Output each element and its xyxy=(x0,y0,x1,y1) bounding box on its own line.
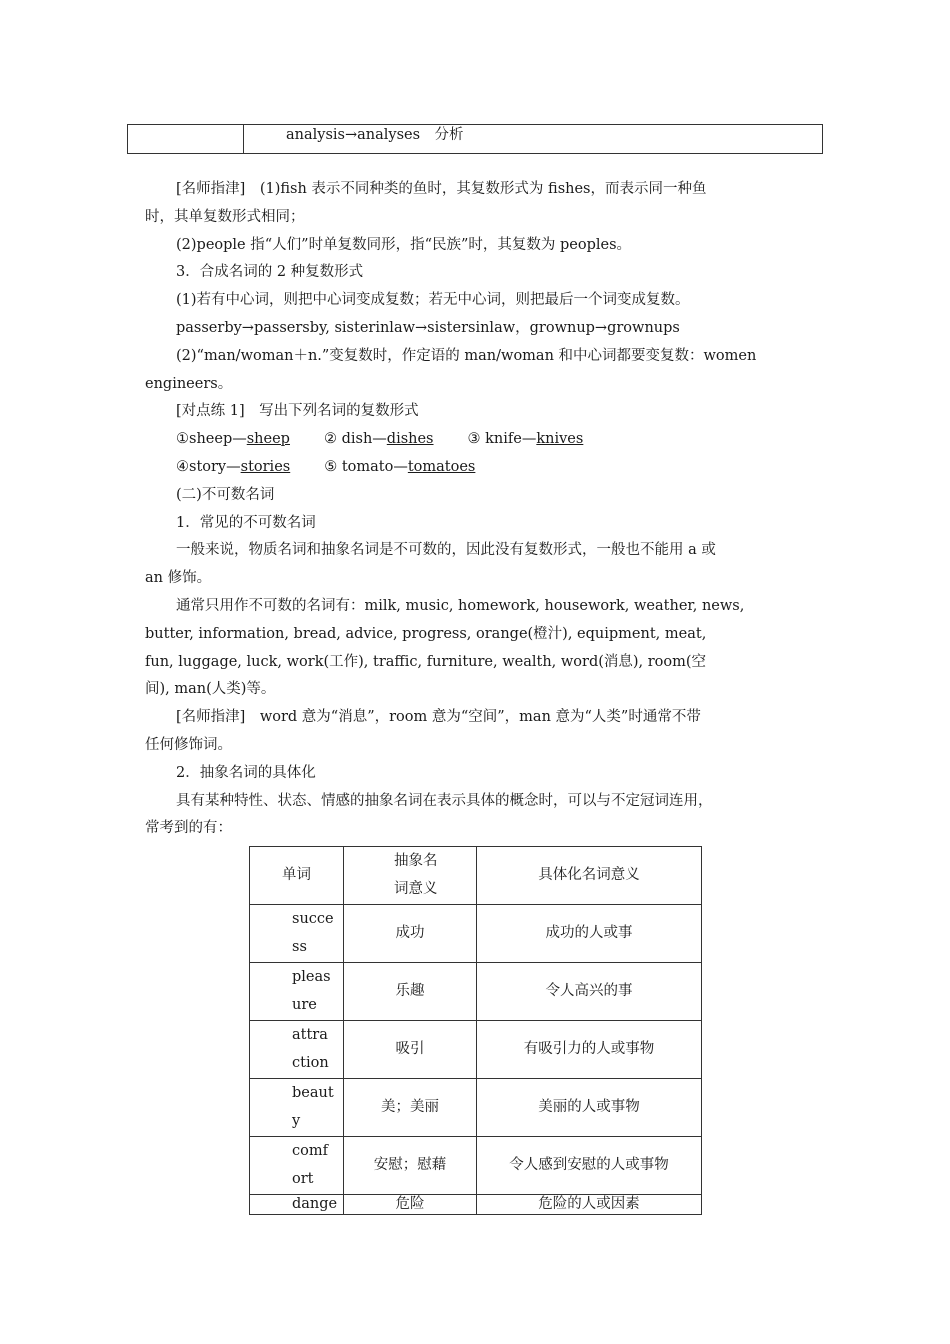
continued-table-row xyxy=(127,124,823,154)
table-row xyxy=(250,1137,702,1195)
concrete-meaning-cell: 令人感到安慰的人或事物 xyxy=(477,1137,702,1195)
table-cell-example: analysis→analyses 分析 xyxy=(286,127,464,143)
exercise-question: ①sheep— xyxy=(176,431,247,448)
text-line: [名师指津] word 意为“消息”，room 意为“空间”，man 意为“人类”时通常不带 xyxy=(176,709,701,726)
table-cell-empty xyxy=(128,125,244,153)
text-line: (2)people 指“人们”时单复数同形，指“民族”时，其复数为 peoples。 xyxy=(176,236,632,253)
text-line: an 修饰。 xyxy=(145,570,212,587)
text-line: 常考到的有： xyxy=(145,820,232,837)
exercise-answer: stories xyxy=(240,458,291,475)
exercise-answer: dishes xyxy=(386,431,434,448)
word-cell: success xyxy=(250,905,344,963)
text-line: (1)若有中心词，则把中心词变成复数；若无中心词，则把最后一个词变成复数。 xyxy=(176,292,690,309)
abstract-meaning-cell: 危险 xyxy=(344,1195,477,1215)
text-line: passerby→passersby, sisterinlaw→sistersinlaw，grownup→grownups xyxy=(176,319,680,336)
concrete-meaning-cell: 令人高兴的事 xyxy=(477,963,702,1021)
table-header-cell: 抽象名词意义 xyxy=(344,847,477,905)
exercise-question: ② dish— xyxy=(323,431,387,448)
exercise-answer: sheep xyxy=(246,431,290,448)
document-body xyxy=(145,176,807,843)
exercise-question: ④story— xyxy=(176,458,241,475)
table-header-cell: 具体化名词意义 xyxy=(477,847,702,905)
word-cell: pleasure xyxy=(250,963,344,1021)
text-line: 1．常见的不可数名词 xyxy=(176,514,316,531)
concrete-meaning-cell: 危险的人或因素 xyxy=(477,1195,702,1215)
text-line: 3．合成名词的 2 种复数形式 xyxy=(176,264,364,281)
abstract-meaning-cell: 乐趣 xyxy=(344,963,477,1021)
exercise-question: ⑤ tomato— xyxy=(324,458,408,475)
exercise-row-1 xyxy=(145,426,807,454)
table-row xyxy=(250,905,702,963)
text-line: (二)不可数名词 xyxy=(176,486,275,503)
text-line: 通常只用作不可数的名词有：milk, music, homework, housework, weather, news, xyxy=(176,597,745,614)
word-cell: attraction xyxy=(250,1021,344,1079)
text-line: [名师指津] (1)fish 表示不同种类的鱼时，其复数形式为 fishes，而表示同一种鱼 xyxy=(176,181,707,197)
abstract-meaning-cell: 成功 xyxy=(344,905,477,963)
table-row xyxy=(250,963,702,1021)
table-header-cell: 单词 xyxy=(250,847,344,905)
exercise-answer: tomatoes xyxy=(407,458,476,475)
table-row xyxy=(250,1021,702,1079)
text-line: 具有某种特性、状态、情感的抽象名词在表示具体的概念时，可以与不定冠词连用， xyxy=(176,792,713,809)
text-line: 间), man(人类)等。 xyxy=(145,681,276,698)
exercise-answer: knives xyxy=(536,431,584,448)
text-line: fun, luggage, luck, work(工作), traffic, furniture, wealth, word(消息), room(空 xyxy=(145,653,707,670)
text-line: (2)“man/woman＋n.”变复数时，作定语的 man/woman 和中心词都要变复数：women xyxy=(176,347,757,364)
word-cell: dange xyxy=(250,1195,344,1215)
exercise-row-2 xyxy=(145,454,807,482)
concrete-meaning-cell: 美丽的人或事物 xyxy=(477,1079,702,1137)
concrete-meaning-cell: 成功的人或事 xyxy=(477,905,702,963)
exercise-question: ③ knife— xyxy=(467,431,537,448)
word-cell: comfort xyxy=(250,1137,344,1195)
abstract-meaning-cell: 安慰；慰藉 xyxy=(344,1137,477,1195)
text-line: 一般来说，物质名词和抽象名词是不可数的，因此没有复数形式，一般也不能用 a 或 xyxy=(176,542,716,559)
concrete-meaning-cell: 有吸引力的人或事物 xyxy=(477,1021,702,1079)
text-line: [对点练 1] 写出下列名词的复数形式 xyxy=(176,403,419,420)
table-row xyxy=(250,1079,702,1137)
table-row xyxy=(250,1195,702,1215)
abstract-meaning-cell: 美；美丽 xyxy=(344,1079,477,1137)
text-line: butter, information, bread, advice, progress, orange(橙汁), equipment, meat, xyxy=(145,625,707,642)
word-cell: beauty xyxy=(250,1079,344,1137)
abstract-meaning-cell: 吸引 xyxy=(344,1021,477,1079)
text-line: 时，其单复数形式相同； xyxy=(145,208,305,225)
text-line: 任何修饰词。 xyxy=(145,736,232,753)
text-line: engineers。 xyxy=(145,375,233,392)
text-line: 2．抽象名词的具体化 xyxy=(176,764,316,781)
abstract-noun-table xyxy=(249,846,702,1215)
